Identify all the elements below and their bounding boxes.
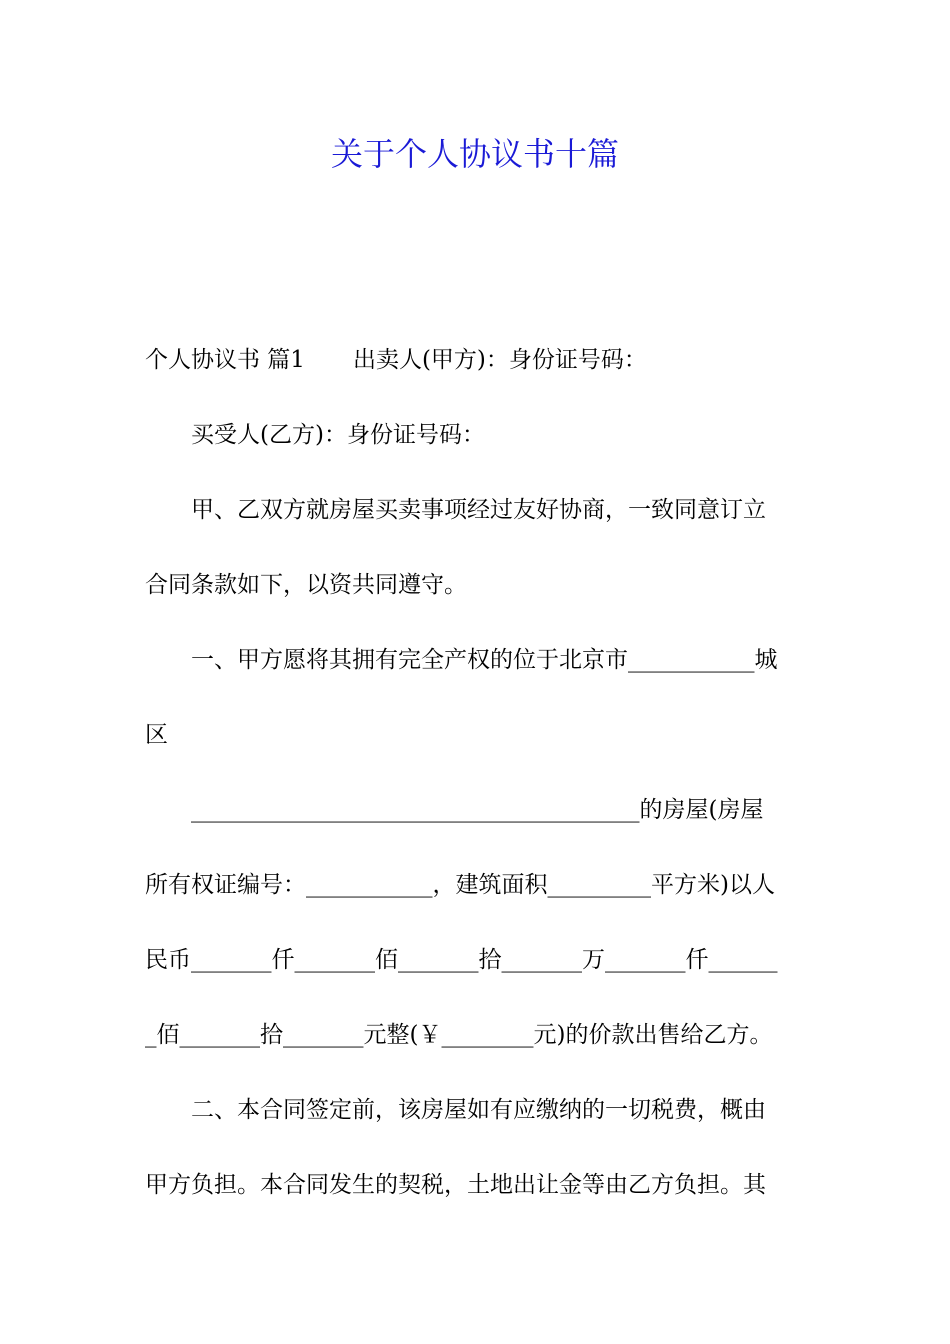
seller-label: 出卖人(甲方)：身份证号码：: [352, 347, 647, 373]
document-line-3: 甲、乙双方就房屋买卖事项经过友好协商，一致同意订立: [191, 497, 766, 523]
buyer-label: 买受人(乙方)：身份证号码：: [191, 422, 485, 448]
clause-1-line-1: 一、甲方愿将其拥有完全产权的位于北京市___________城: [191, 647, 778, 673]
document-title: 关于个人协议书十篇: [330, 135, 619, 173]
clause-2-line-2: 甲方负担。本合同发生的契税，土地出让金等由乙方负担。其: [145, 1172, 766, 1198]
clause-1-line-6: _佰_______拾_______元整(￥________元)的价款出售给乙方。: [145, 1022, 773, 1048]
section-heading: 个人协议书 篇1: [145, 347, 305, 373]
clause-1-line-2: 区: [145, 722, 168, 748]
clause-1-line-3: _______________________________________的房屋(房屋: [191, 797, 764, 823]
clause-1-line-5: 民币_______仟_______佰_______拾_______万_______仟______: [145, 947, 778, 973]
document-line-4: 合同条款如下，以资共同遵守。: [145, 572, 467, 598]
document-line-1: [145, 340, 805, 380]
clause-2-line-1: 二、本合同签定前，该房屋如有应缴纳的一切税费，概由: [191, 1097, 766, 1123]
clause-1-line-4: 所有权证编号：___________，建筑面积_________平方米)以人: [145, 872, 775, 898]
